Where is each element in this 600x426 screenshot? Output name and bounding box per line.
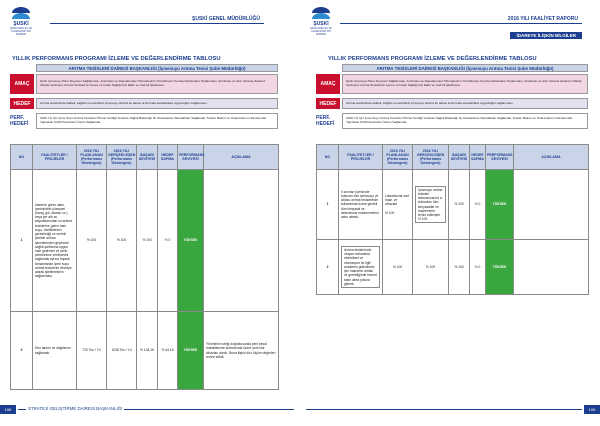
row-perf-level: YÜKSEK (486, 240, 514, 295)
perf-hedef-text: 2016 Yılı İçin İçme Suyu Arıtma Tesisinin Hizmet Verdiği Yerlerde Sağlık Bakanlığı İle Uluslararası Standartları Sağlamak; Tesisin Bakım ve Onarımlarının Zamanında Yapılarak %100 Kesintisiz Üretim Sağlamak. (342, 113, 588, 129)
unit-name-bar: ARITMA TESİSLERİ DAİRESİ BAŞKANLIĞI (İçmesuyu Arıtma Tesisi Şube Müdürlüğü) (342, 64, 588, 72)
row-no: 2 (11, 312, 33, 390)
table-header-row (317, 145, 589, 170)
header-title: ŞUSKİ GENEL MÜDÜRLÜĞÜ (192, 16, 260, 22)
water-drop-icon (12, 7, 30, 21)
col-note: AÇIKLAMA (204, 145, 279, 170)
row-note (204, 170, 279, 312)
col-activity: FAALİYETLER / PROJELER (339, 145, 383, 170)
amac-text: Şehir İçmesuyu Ham Suyunun Sağlanması, Arıtılması ve Depolanması Hizmetlerinin Yürütülmesi; Kentsel Atıksuların Toplanması, Arıtılması ve Alıcı Ortama Zararsız Olarak Verilmesi; Arıtma Tesislerinin Çevre ve İnsan Sağlığı İçin Etkin ve Verimli İşletilmesi. (342, 74, 588, 94)
col-deviation: HEDEF SAPMA (470, 145, 486, 170)
section-title: YILLIK PERFORMANS PROGRAMI İZLEME VE DEĞERLENDİRME TABLOSU (12, 56, 221, 62)
col-success: BAŞARI SEVİYESİ (449, 145, 470, 170)
section-title: YILLIK PERFORMANS PROGRAMI İZLEME VE DEĞERLENDİRME TABLOSU (328, 56, 537, 62)
footer-text: STRATEJİ GELİŞTİRME DAİRESİ BAŞKANLIĞI (28, 406, 123, 411)
logo-word: ŞUSKİ (313, 21, 329, 27)
table-row (317, 170, 589, 240)
row-activity-box: Arıtma tesislerinde oluşan mekanikal, elektriksel ve otomasyon ile ilgili arızaların giderilmesi için malzeme almak ve gerektiğinde hizmet satın alma yoluna gitmek. (341, 246, 380, 288)
logo-subtitle: ŞANLIURFA SU VE KANALİZASYON İDARESİ (10, 27, 32, 36)
suski-logo (308, 7, 334, 36)
col-planned: 2016 YILI PLANLANAN (Performans Göstergesi) (77, 145, 107, 170)
col-success: BAŞARI SEVİYESİ (137, 145, 158, 170)
logo-subtitle: ŞANLIURFA SU VE KANALİZASYON İDARESİ (310, 27, 332, 36)
row-success: % 100 (449, 240, 470, 295)
water-drop-icon (312, 7, 330, 21)
header-rule (50, 23, 264, 24)
suski-logo (8, 7, 34, 36)
footer-rule (306, 409, 582, 410)
row-no: 1 (11, 170, 33, 312)
row-success: % 144,16 (137, 312, 158, 390)
row-activity: Klor tanımı ve dağıtımını sağlamak. (33, 312, 77, 390)
table-row (11, 312, 279, 390)
row-activity: İdarenin görev alanı içerisindeki yüzeysel (baraj, göl, akarsu vs.) veya yer altı su kaynaklarından su arıtma tesislerine gelen ham suyu, özelliklerinin gerektirdiği ve verimli şekilde arıtma işlemlerinden geçirerek sağlık şartlarına uygun hale getirmek ve şehir şebekesine verilmesini sağlamak ayrıca İnşaatı tamamlanan içme suyu arıtma tesislerini devreye alarak işletilmesinin sağlanması. (33, 170, 77, 312)
row-realized-box (415, 186, 446, 224)
row-success: % 100 (137, 170, 158, 312)
page-header (0, 0, 300, 36)
row-realized: 1038 Ton / Yıl (107, 312, 137, 390)
col-perf-level: PERFORMANS SEVİYESİ (486, 145, 514, 170)
perf-hedef-label: PERF. HEDEFİ (10, 113, 34, 129)
amac-label: AMAÇ (316, 74, 340, 94)
row-note (514, 170, 589, 240)
row-planned-text: Laboratuvar sarf malz. ve cihazları (385, 193, 410, 207)
objective-block (10, 64, 278, 142)
table-row (11, 170, 279, 312)
row-no: 1 (317, 170, 339, 240)
table-row (317, 240, 589, 295)
row-perf-level: YÜKSEK (178, 312, 204, 390)
col-planned: 2016 YILI PLANLANAN (Performans Göstergesi) (383, 145, 413, 170)
row-deviation: % 0 (470, 240, 486, 295)
row-note: Yönetimin isteği doğrultusunda yeni kesal mahallelerde kullanılmak üzere yeni klor cihazları alındı. Buna ilişkin klor ölçüm değerleri revize edildi. (204, 312, 279, 390)
objective-block (316, 64, 588, 142)
col-deviation: HEDEF SAPMA (158, 145, 178, 170)
amac-label: AMAÇ (10, 74, 34, 94)
logo-word: ŞUSKİ (13, 21, 29, 27)
header-title: 2016 YILI FAALİYET RAPORU (507, 16, 578, 22)
row-activity (339, 240, 383, 295)
right-page (300, 0, 600, 426)
performance-table (10, 144, 279, 390)
col-activity: FAALİYETLER / PROJELER (33, 145, 77, 170)
row-perf-level: YÜKSEK (486, 170, 514, 240)
row-planned (383, 170, 413, 240)
row-no: 2 (317, 240, 339, 295)
row-success: % 100 (449, 170, 470, 240)
page-number: 198 (0, 405, 16, 414)
row-deviation: % 0 (470, 170, 486, 240)
unit-name-bar: ARITMA TESİSLERİ DAİRESİ BAŞKANLIĞI (İçmesuyu Arıtma Tesisi Şube Müdürlüğü) (36, 64, 278, 72)
perf-hedef-text: 2016 Yılı İçin İçme Suyu Arıtma Tesisinin Hizmet Verdiği Yerlerde Sağlık Bakanlığı İle Uluslararası Standartları Sağlamak; Tesisin Bakım ve Onarımlarının Zamanında Yapılarak %100 Kesintisiz Üretim Sağlamak. (36, 113, 278, 129)
row-realized-value: % 100 (418, 217, 428, 222)
row-planned: % 100 (77, 170, 107, 312)
row-realized: % 100 (107, 170, 137, 312)
page-header (300, 0, 600, 36)
col-realized: 2016 YILI GERÇEKLEŞEN (Performans Göstergesi) (413, 145, 449, 170)
col-note: AÇIKLAMA (514, 145, 589, 170)
hedef-text: Arıtma tesislerinde kaliteli, sağlıklı ve kesintisiz içmesuyu üretimi ile atıksu arıtımında standartlara uygunluğun sağlanması. (342, 98, 588, 109)
amac-text: Şehir İçmesuyu Ham Suyunun Sağlanması, Arıtılması ve Depolanması Hizmetlerinin Yürütülmesi; Kentsel Atıksuların Toplanması, Arıtılması ve Alıcı Ortama Zararsız Olarak Verilmesi; Arıtma Tesislerinin Çevre ve İnsan Sağlığı İçin Etkin ve Verimli İşletilmesi. (36, 74, 278, 94)
hedef-label: HEDEF (316, 98, 340, 109)
header-badge: İDAREYE İLİŞKİN BİLGİLER (510, 32, 582, 39)
row-realized-text: İçmesuyu arıtma tesisleri laboratuvarınd a kullanılan tüm kimyasallar ve malzemeler temin edilmiştir. (418, 187, 443, 217)
col-perf-level: PERFORMANS SEVİYESİ (178, 145, 204, 170)
table-header-row (11, 145, 279, 170)
hedef-text: Arıtma tesislerinde kaliteli, sağlıklı ve kesintisiz içmesuyu üretimi ile atıksu arıtımında standartlara uygunluğun sağlanması. (36, 98, 278, 109)
row-perf-level: YÜKSEK (178, 170, 204, 312)
performance-table (316, 144, 589, 295)
row-realized: % 100 (413, 240, 449, 295)
col-no: NO (317, 145, 339, 170)
row-deviation: % 0 (158, 170, 178, 312)
row-activity: İl sınırları içerisinde bulunan tüm içmesuyu ve Atıksu arıtma tesislerinde kullanılmak üzere gerekli tüm kimyasal ve laboratuvar malzemelerini satın almak. (339, 170, 383, 240)
header-rule (340, 23, 582, 24)
row-note (514, 240, 589, 295)
perf-hedef-label: PERF. HEDEFİ (316, 113, 340, 129)
row-deviation: % 44,16 (158, 312, 178, 390)
row-planned-value: % 100 (385, 210, 395, 215)
row-planned: % 100 (383, 240, 413, 295)
col-realized: 2016 YILI GERÇEKLEŞEN (Performans Göstergesi) (107, 145, 137, 170)
hedef-label: HEDEF (10, 98, 34, 109)
row-realized (413, 170, 449, 240)
col-no: NO (11, 145, 33, 170)
page-footer (300, 405, 600, 415)
row-planned: 720 Ton / Yıl (77, 312, 107, 390)
page-footer (0, 405, 300, 415)
page-number: 199 (584, 405, 600, 414)
